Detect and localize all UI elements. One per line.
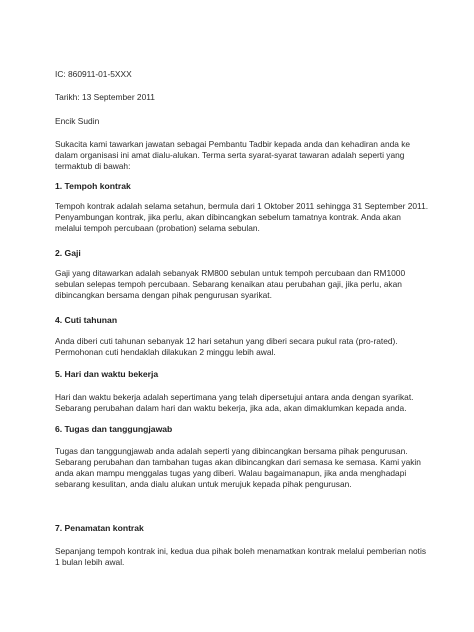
date-block <box>55 92 442 103</box>
section-line: Tugas dan tanggungjawab anda adalah seperti yang dibincangkan bersama pihak pengurusan. <box>55 446 408 456</box>
intro-paragraph <box>55 139 442 172</box>
intro-line: dalam organisasi ini amat dialu-alukan. Terma serta syarat-syarat tawaran adalah seperti yang <box>55 150 405 160</box>
section-title: 7. Penamatan kontrak <box>55 523 144 533</box>
section-line: 1 bulan lebih awal. <box>55 557 125 567</box>
section-title: 5. Hari dan waktu bekerja <box>55 369 159 379</box>
section-line: Sepanjang tempoh kontrak ini, kedua dua pihak boleh menamatkan kontrak melalui pemberian notis <box>55 546 427 556</box>
section-body-penamatan-kontrak <box>55 546 442 568</box>
section-title: 1. Tempoh kontrak <box>55 181 131 191</box>
section-line: sebulan selepas tempoh percubaan. Sebarang kenaikan atau perubahan gaji, jika perlu, akan <box>55 279 402 289</box>
intro-line: Sukacita kami tawarkan jawatan sebagai Pembantu Tadbir kepada anda dan kehadiran anda ke <box>55 139 411 149</box>
section-heading-cuti-tahunan <box>55 315 442 326</box>
section-heading-gaji <box>55 248 442 259</box>
section-line: Sebarang perubahan dan tambahan tugas akan dibincangkan dari semasa ke semasa. Kami yakin <box>55 457 421 467</box>
ic-number: IC: 860911-01-5XXX <box>55 69 132 79</box>
section-heading-tugas-tanggungjawab <box>55 424 442 435</box>
section-body-cuti-tahunan <box>55 336 442 358</box>
section-line: dibincangkan bersama dengan pihak pengurusan syarikat. <box>55 290 272 300</box>
section-heading-penamatan-kontrak <box>55 523 442 534</box>
section-line: Sebarang perubahan dalam hari dan waktu bekerja, jika ada, akan dimaklumkan kepada anda. <box>55 403 407 413</box>
section-line: Hari dan waktu bekerja adalah sepertimana yang telah dipersetujui antara anda dengan syarikat. <box>55 392 414 402</box>
section-body-hari-waktu-bekerja <box>55 392 442 414</box>
section-line: Anda diberi cuti tahunan sebanyak 12 hari setahun yang diberi secara pukul rata (pro-rated). <box>55 336 398 346</box>
section-title: 6. Tugas dan tanggungjawab <box>55 424 173 434</box>
section-line: Permohonan cuti hendaklah dilakukan 2 minggu lebih awal. <box>55 347 276 357</box>
section-title: 2. Gaji <box>55 248 81 258</box>
letter-date: Tarikh: 13 September 2011 <box>55 92 155 102</box>
salutation-block <box>55 116 442 127</box>
section-body-tugas-tanggungjawab <box>55 446 442 490</box>
section-line: melalui tempoh percubaan (probation) selama sebulan. <box>55 223 260 233</box>
section-heading-tempoh-kontrak <box>55 181 442 192</box>
intro-line: termaktub di bawah: <box>55 161 131 171</box>
section-line: Tempoh kontrak adalah selama setahun, bermula dari 1 Oktober 2011 sehingga 31 September 2011. <box>55 201 429 211</box>
section-body-tempoh-kontrak <box>55 201 442 234</box>
section-line: Penyambungan kontrak, jika perlu, akan dibincangkan sebelum tamatnya kontrak. Anda akan <box>55 212 401 222</box>
section-title: 4. Cuti tahunan <box>55 315 118 325</box>
section-line: Gaji yang ditawarkan adalah sebanyak RM800 sebulan untuk tempoh percubaan dan RM1000 <box>55 268 406 278</box>
ic-number-block <box>55 69 442 80</box>
section-body-gaji <box>55 268 442 301</box>
section-line: anda akan mampu menggalas tugas yang diberi. Walau bagaimanapun, jika anda menghadapi <box>55 468 407 478</box>
salutation: Encik Sudin <box>55 116 100 126</box>
section-line: sebarang kesulitan, anda dialu alukan untuk merujuk kepada pihak pengurusan. <box>55 479 352 489</box>
section-heading-hari-waktu-bekerja <box>55 369 442 380</box>
